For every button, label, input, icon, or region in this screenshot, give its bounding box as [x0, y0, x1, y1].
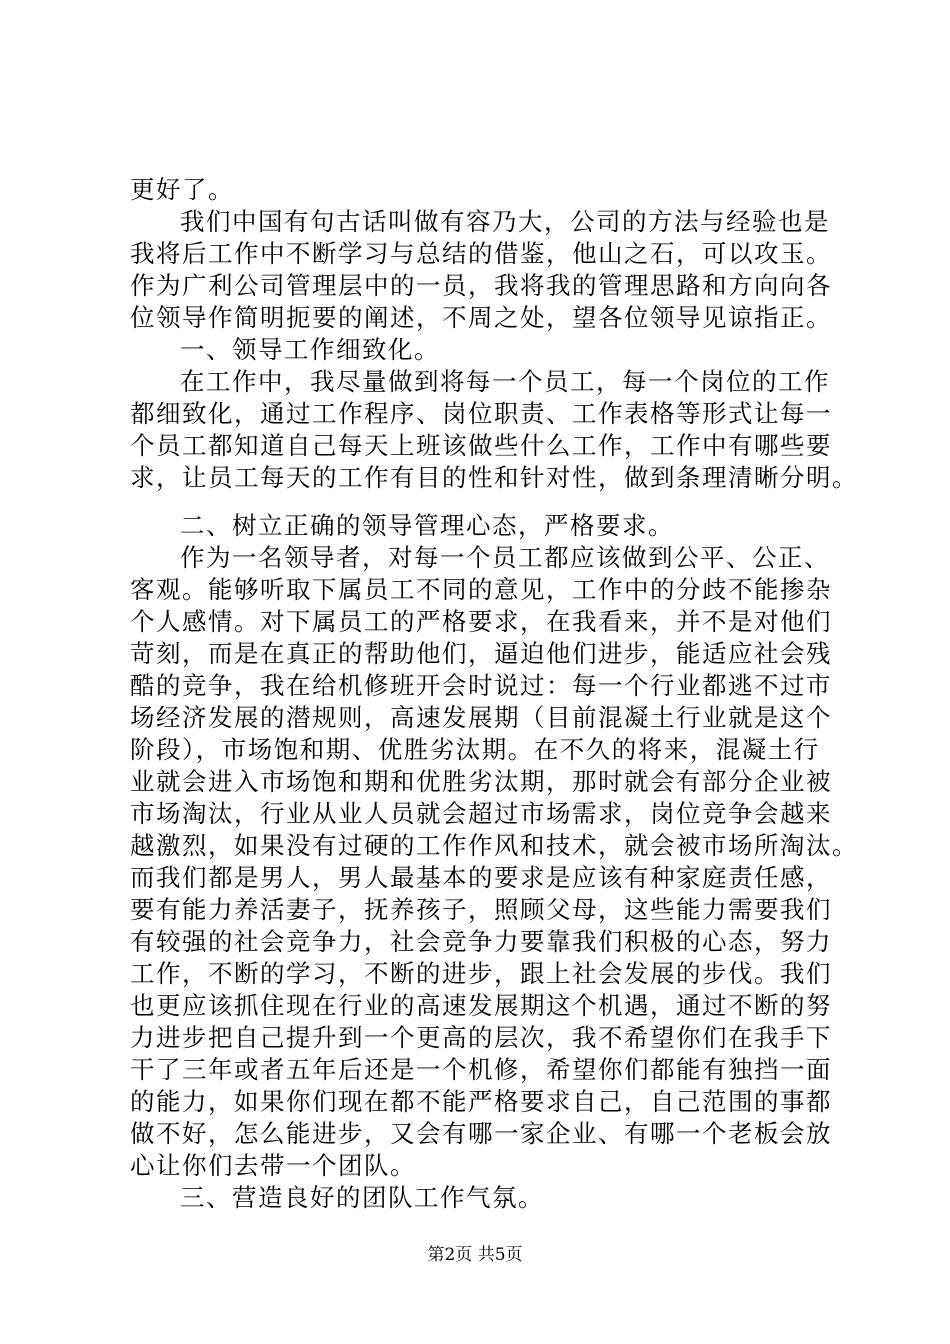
text-line: 做不好，怎么能进步，又会有哪一家企业、有哪一个老板会放: [130, 1119, 832, 1148]
text-line: 酷的竞争，我在给机修班开会时说过：每一个行业都逃不过市: [130, 671, 832, 700]
text-line: 我将后工作中不断学习与总结的借鉴，他山之石，可以攻玉。: [130, 239, 832, 268]
text-line: 作为广利公司管理层中的一员，我将我的管理思路和方向向各: [130, 271, 832, 300]
text-line: 我们中国有句古话叫做有容乃大，公司的方法与经验也是: [180, 207, 830, 236]
text-line: 个人感情。对下属员工的严格要求，在我看来，并不是对他们: [130, 607, 832, 636]
text-line: 也更应该抓住现在行业的高速发展期这个机遇，通过不断的努: [130, 991, 832, 1020]
text-line: 苛刻，而是在真正的帮助他们，逼迫他们进步，能适应社会残: [130, 639, 832, 668]
section-heading-2: 二、树立正确的领导管理心态，严格要求。: [180, 511, 674, 540]
text-line: 都细致化，通过工作程序、岗位职责、工作表格等形式让每一: [130, 399, 832, 428]
text-line: 干了三年或者五年后还是一个机修，希望你们都能有独挡一面: [130, 1055, 832, 1084]
text-line: 越激烈，如果没有过硬的工作作风和技术，就会被市场所淘汰。: [130, 831, 858, 860]
text-line: 求，让员工每天的工作有目的性和针对性，做到条理清晰分明。: [130, 463, 858, 492]
page-number-footer: 第2页 共5页: [427, 1245, 523, 1265]
text-line: 有较强的社会竞争力，社会竞争力要靠我们积极的心态，努力: [130, 927, 832, 956]
text-line: 市场淘汰，行业从业人员就会超过市场需求，岗位竞争会越来: [130, 799, 832, 828]
text-line: 在工作中，我尽量做到将每一个员工，每一个岗位的工作: [180, 367, 830, 396]
text-line: 要有能力养活妻子，抚养孩子，照顾父母，这些能力需要我们: [130, 895, 832, 924]
text-line: 位领导作简明扼要的阐述，不周之处，望各位领导见谅指正。: [130, 303, 832, 332]
text-line: 业就会进入市场饱和期和优胜劣汰期，那时就会有部分企业被: [130, 767, 832, 796]
text-line: 场经济发展的潜规则，高速发展期（目前混凝土行业就是这个: [130, 703, 832, 732]
text-line: 力进步把自己提升到一个更高的层次，我不希望你们在我手下: [130, 1023, 832, 1052]
section-heading-1: 一、领导工作细致化。: [180, 335, 440, 364]
text-line: 阶段），市场饱和期、优胜劣汰期。在不久的将来，混凝土行: [130, 735, 820, 764]
text-line: 客观。能够听取下属员工不同的意见，工作中的分歧不能掺杂: [130, 575, 832, 604]
text-line: 工作，不断的学习，不断的进步，跟上社会发展的步伐。我们: [130, 959, 832, 988]
text-line: 个员工都知道自己每天上班该做些什么工作，工作中有哪些要: [130, 431, 832, 460]
text-line: 的能力，如果你们现在都不能严格要求自己，自己范围的事都: [130, 1087, 832, 1116]
text-line: 作为一名领导者，对每一个员工都应该做到公平、公正、: [180, 543, 830, 572]
text-line: 更好了。: [130, 175, 234, 204]
text-line: 心让你们去带一个团队。: [130, 1151, 416, 1180]
section-heading-3: 三、营造良好的团队工作气氛。: [180, 1183, 544, 1212]
text-line: 而我们都是男人，男人最基本的要求是应该有种家庭责任感，: [130, 863, 832, 892]
